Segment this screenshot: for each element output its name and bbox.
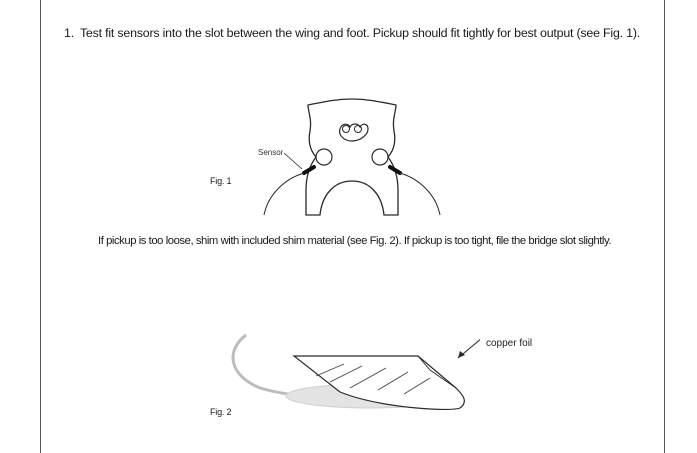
foil-callout-arrowhead — [458, 351, 465, 358]
sensor-callout-line — [284, 153, 302, 169]
figure-2-caption: Fig. 2 — [210, 407, 232, 417]
bridge-illustration — [258, 95, 448, 220]
page-border-left — [40, 0, 41, 453]
figure-1-caption: Fig. 1 — [210, 176, 232, 186]
sensor-callout-label: Sensor — [258, 148, 284, 157]
step-text: Test fit sensors into the slot between the wing and foot. Pickup should fit tightly for best output (see Fig. 1). — [79, 26, 641, 40]
step-number: 1. — [64, 26, 74, 40]
bridge-outline — [306, 99, 398, 215]
cable-right — [400, 173, 440, 215]
shim-instruction: If pickup is too loose, shim with included shim material (see Fig. 2). If pickup is too tight, file the bridge slot slightly. — [98, 235, 612, 247]
copper-foil-callout-label: copper foil — [486, 338, 533, 349]
cable-left — [264, 173, 304, 215]
page-border-right — [664, 0, 665, 453]
copper-foil-illustration — [220, 330, 480, 420]
step-1-instruction — [64, 26, 640, 40]
